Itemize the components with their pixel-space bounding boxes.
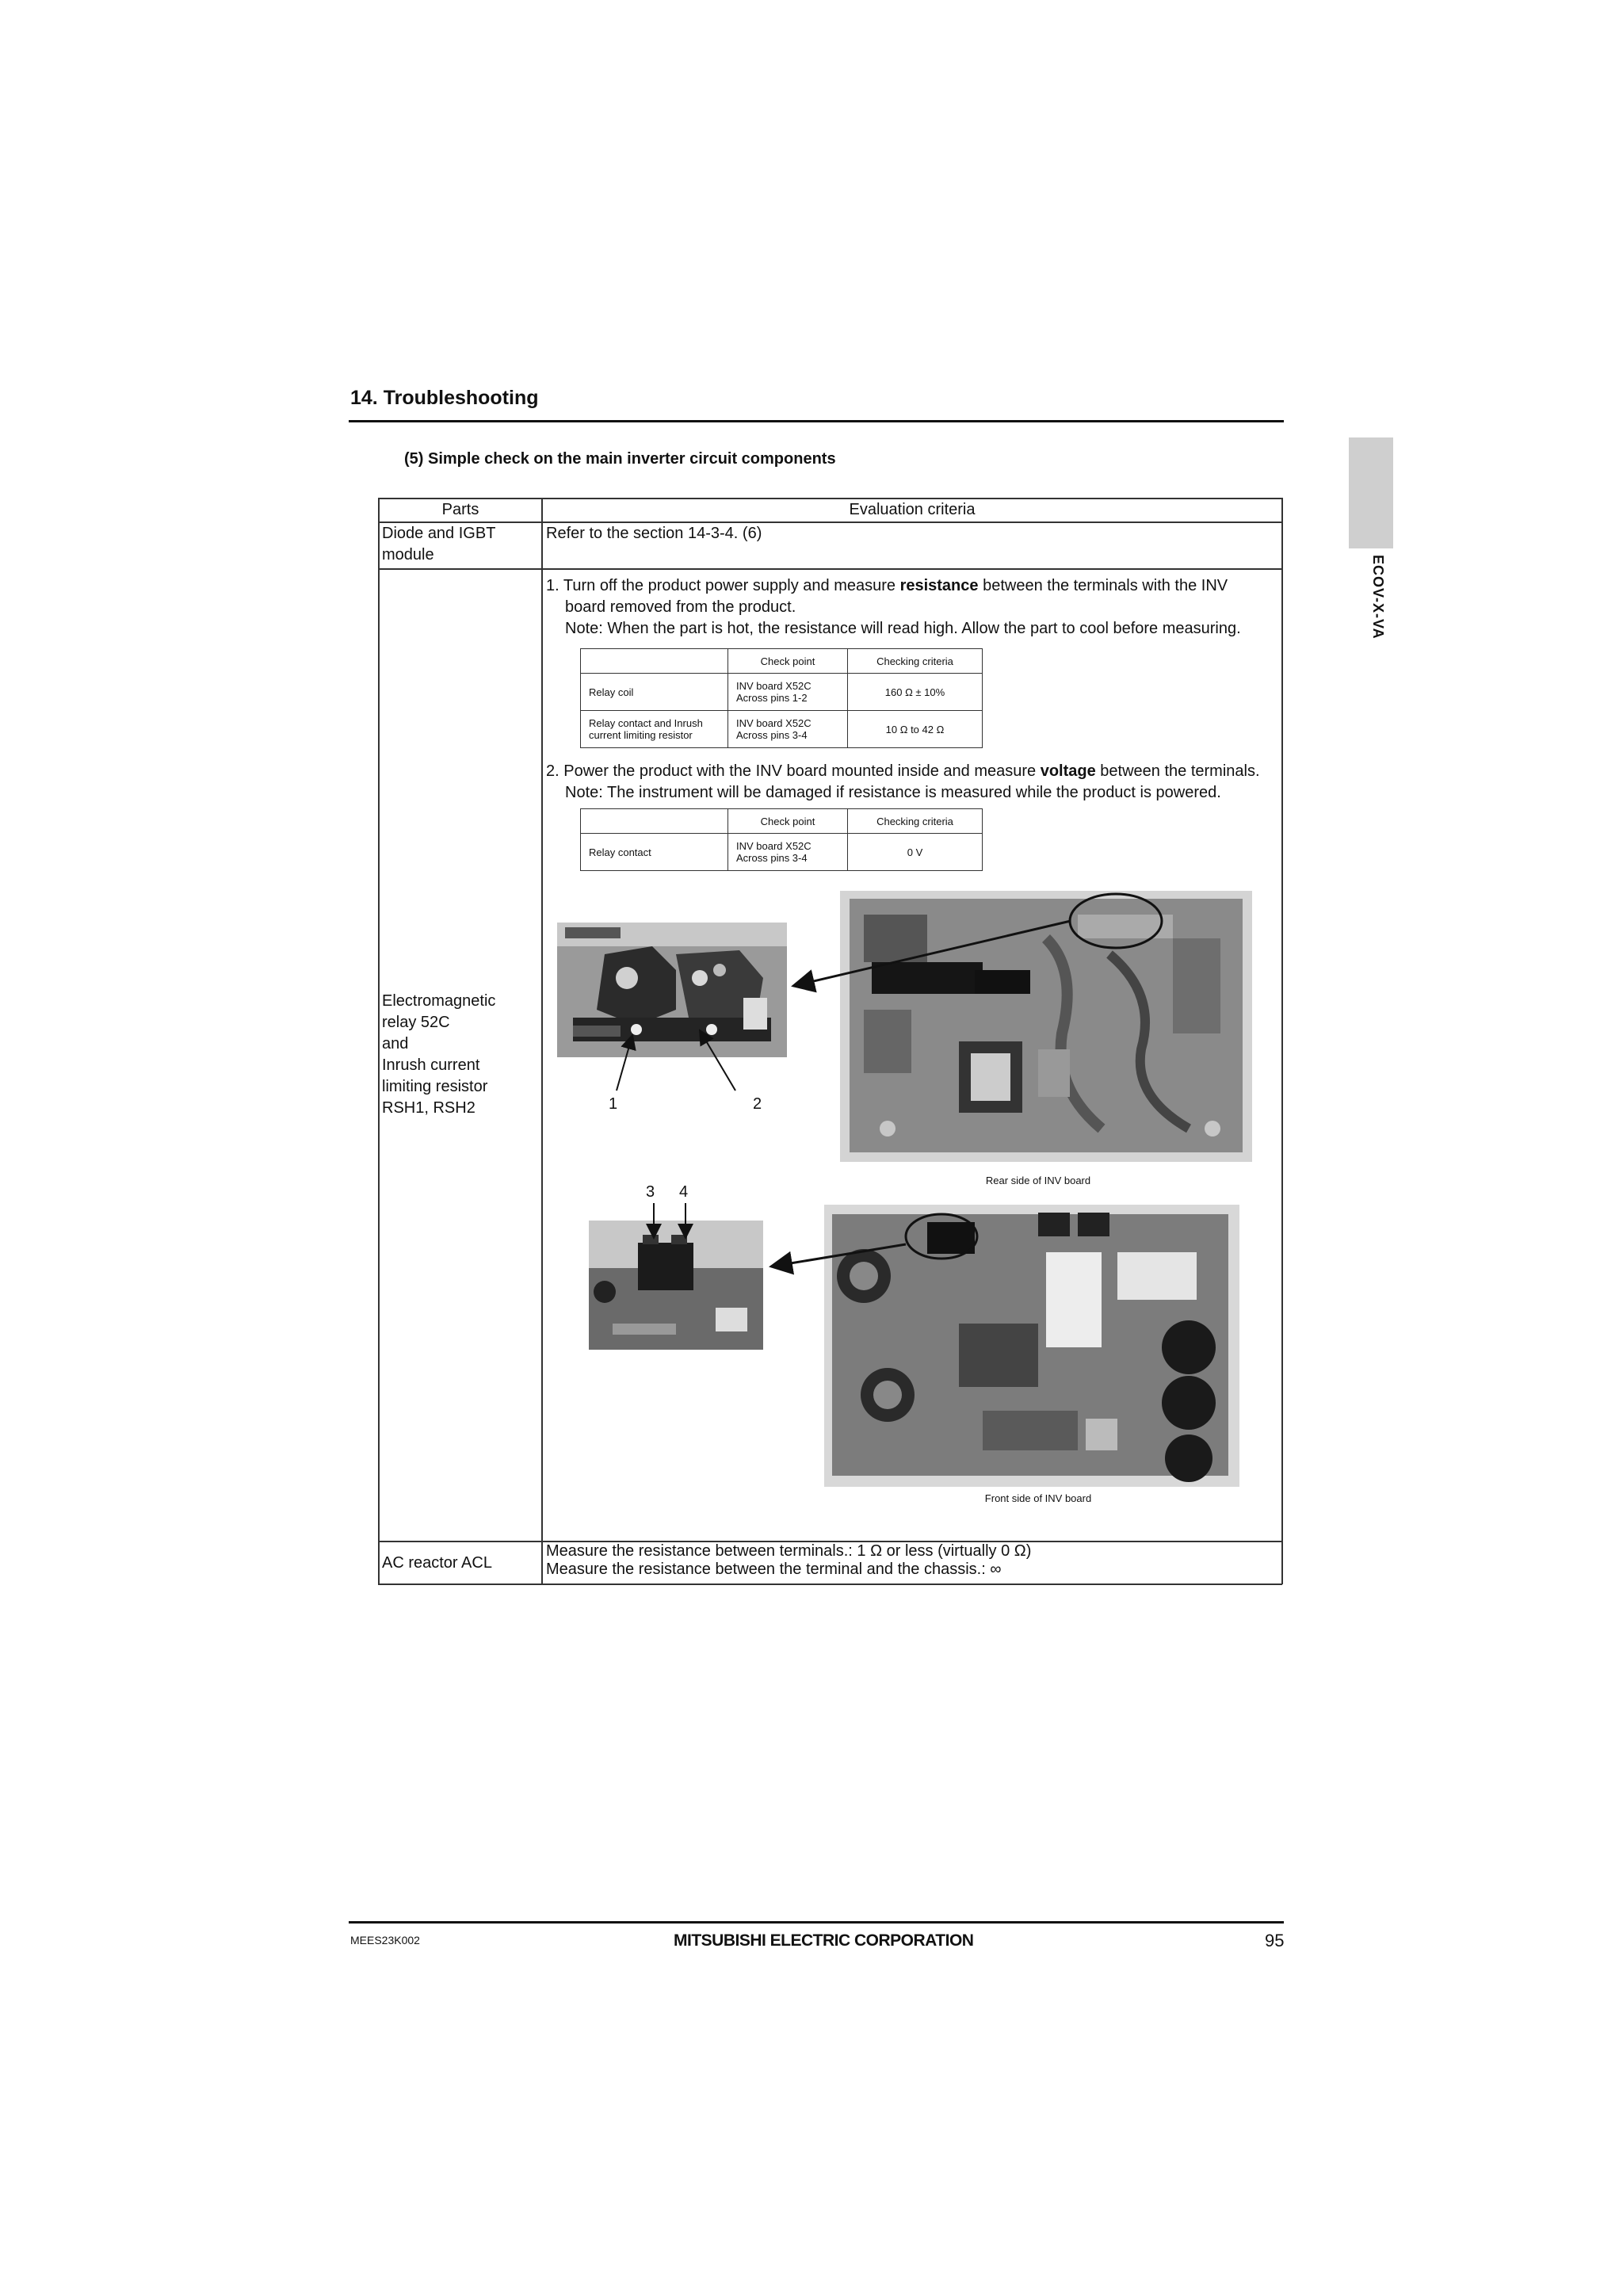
callout-arrows-front [541,1173,1281,1506]
row2-part-line: and [382,1035,409,1052]
row1-criteria: Refer to the section 14-3-4. (6) [546,525,762,542]
mini-cell-point: INV board X52C Across pins 3-4 [728,834,848,871]
mini-header-criteria: Checking criteria [848,809,983,834]
front-caption: Front side of INV board [984,1492,1092,1504]
document-code: MEES23K002 [350,1934,420,1946]
company-name: MITSUBISHI ELECTRIC CORPORATION [674,1931,974,1950]
page-number: 95 [1265,1931,1285,1950]
row3-criteria-line: Measure the resistance between the terminal and the chassis.: ∞ [546,1561,1002,1578]
column-header-parts: Parts [441,501,479,518]
voltage-check-table [580,808,983,871]
table-border-left [378,498,380,1584]
row2-part-line: Inrush current [382,1056,480,1074]
row3-criteria-line: Measure the resistance between terminals.: 1 Ω or less (virtually 0 Ω) [546,1542,1032,1560]
row2-part-line: Electromagnetic [382,992,496,1010]
row2-part [382,991,537,1119]
table-row-divider [378,568,1282,570]
resistance-check-table [580,648,983,748]
mini-header-blank [581,809,728,834]
mini-cell-criteria: 160 Ω ± 10% [848,674,983,711]
mini-cell-criteria: 0 V [848,834,983,871]
step1-instructions [546,575,1275,640]
table-row [581,674,983,711]
table-border-bottom [378,1584,1282,1585]
row3-part: AC reactor ACL [382,1554,492,1572]
side-tab [1349,437,1393,548]
mini-cell-criteria: 10 Ω to 42 Ω [848,711,983,748]
table-row [581,834,983,871]
mini-cell-item: Relay contact [581,834,728,871]
pin-label-4: 4 [679,1183,689,1201]
column-header-criteria: Evaluation criteria [849,501,976,518]
mini-header-checkpoint: Check point [728,809,848,834]
row2-part-line: relay 52C [382,1014,450,1031]
table-row [581,711,983,748]
step2-note: Note: The instrument will be damaged if resistance is measured while the product is powered. [565,784,1221,801]
step2-line1: 2. Power the product with the INV board mounted inside and measure voltage between the terminals. [546,762,1260,780]
step1-line1: 1. Turn off the product power supply and measure resistance between the terminals with the INV [546,577,1228,594]
mini-header-criteria: Checking criteria [848,649,983,674]
mini-cell-point: INV board X52C Across pins 1-2 [728,674,848,711]
mini-header-blank [581,649,728,674]
header-rule [349,420,1284,422]
side-tab-label: ECOV-X-VA [1370,555,1386,640]
row2-part-line: limiting resistor [382,1078,488,1095]
mini-header-checkpoint: Check point [728,649,848,674]
step1-note: Note: When the part is hot, the resistance will read high. Allow the part to cool before measuring. [565,620,1241,637]
step2-instructions [546,761,1279,804]
section-title: 14. Troubleshooting [350,387,539,409]
pin-label-2: 2 [753,1095,762,1113]
pin-label-1: 1 [609,1095,618,1113]
mini-cell-item: Relay coil [581,674,728,711]
subsection-title: (5) Simple check on the main inverter circuit components [404,450,836,468]
rear-caption: Rear side of INV board [985,1175,1091,1186]
row3-criteria [546,1542,1275,1579]
mini-cell-item: Relay contact and Inrush current limiting resistor [581,711,728,748]
row1-part: Diode and IGBT module [382,525,496,563]
pin-label-3: 3 [646,1183,655,1201]
table-border-right [1281,498,1283,1584]
footer-rule [349,1921,1284,1924]
mini-cell-point: INV board X52C Across pins 3-4 [728,711,848,748]
row2-part-line: RSH1, RSH2 [382,1099,475,1117]
step1-line2: board removed from the product. [565,598,796,616]
